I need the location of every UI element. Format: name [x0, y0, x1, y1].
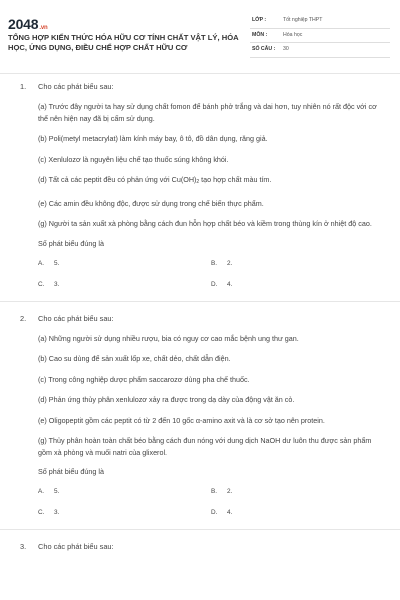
document-title: TỔNG HỢP KIẾN THỨC HÓA HỮU CƠ TÍNH CHẤT VẬT LÝ, HÓA HỌC, ỨNG DỤNG, ĐIỀU CHẾ HỢP CHẤT HỮU CƠ: [8, 33, 239, 52]
meta-label-subject: MÔN :: [252, 31, 268, 38]
statement-b: (b) Poli(metyl metacrylat) làm kính máy bay, ô tô, đồ dân dụng, răng giả.: [38, 134, 268, 143]
option-key: B.: [211, 259, 218, 267]
statement-d: [38, 174, 382, 189]
option-value: 3.: [54, 509, 60, 516]
statement-d-text: (d) Tất cả các peptit đều có phản ứng với Cu(OH): [38, 175, 197, 184]
statement-e: (e) Các amin đều không độc, được sử dụng trong chế biến thực phẩm.: [38, 198, 264, 208]
question-3: [0, 542, 400, 552]
option-key: D.: [211, 280, 218, 288]
meta-row-class: [250, 14, 390, 29]
document-meta: [250, 14, 390, 58]
statement-g: (g) Người ta sản xuất xà phòng bằng cách đun hỗn hợp chất béo và kiềm trong thùng kín ở nhiệt độ cao.: [38, 219, 372, 228]
header-divider: [0, 73, 400, 74]
meta-row-question-count: [250, 43, 390, 58]
question-prompt: Số phát biểu đúng là: [38, 238, 104, 248]
option-key: C.: [38, 280, 45, 288]
statement-a: (a) Trước đây người ta hay sử dụng chất fomon để bánh phở trắng và dai hơn, tuy nhiên nó rất độc với cơ thể nên hiện nay đã bị cấm sử dụng.: [38, 102, 377, 123]
option-key: A.: [38, 259, 45, 267]
question-1: [0, 82, 400, 289]
answer-option-c[interactable]: [38, 508, 211, 517]
answer-option-d[interactable]: [211, 280, 331, 289]
statement-d-text-end: tạo hợp chất màu tím.: [199, 175, 272, 184]
question-number: 2.: [20, 313, 27, 323]
answer-options: [38, 259, 382, 289]
meta-row-subject: [250, 29, 390, 44]
meta-label-class: LỚP :: [252, 17, 267, 23]
question-2: [0, 314, 400, 518]
question-list: [0, 82, 400, 561]
statement-c: (c) Xenlulozơ là nguyên liệu chế tạo thuốc súng không khói.: [38, 154, 229, 164]
meta-value-question-count: 30: [283, 46, 289, 52]
answer-option-d[interactable]: [211, 508, 331, 517]
question-divider: [0, 301, 400, 302]
meta-value-class: Tốt nghiệp THPT: [283, 17, 323, 23]
statement-g: (g) Thủy phân hoàn toàn chất béo bằng cách đun nóng với dung dịch NaOH dư luôn thu được sản phẩm gồm xà phòng và muối natri của glixerol.: [38, 436, 372, 457]
meta-value-subject: Hóa học: [283, 31, 303, 38]
question-intro: Cho các phát biểu sau:: [38, 542, 114, 551]
answer-option-b[interactable]: [211, 487, 331, 496]
answer-option-c[interactable]: [38, 280, 211, 289]
question-number: 1.: [20, 82, 27, 91]
question-intro: Cho các phát biểu sau:: [38, 313, 114, 323]
statement-d: (d) Phản ứng thủy phân xenlulozơ xảy ra được trong dạ dày của động vật ăn cỏ.: [38, 395, 295, 404]
logo-suffix: .vn: [39, 25, 48, 31]
option-value: 3.: [54, 280, 60, 288]
document-header: [0, 0, 400, 76]
option-value: 5.: [54, 259, 60, 267]
logo-text: 2048: [8, 16, 39, 32]
option-key: A.: [38, 488, 45, 495]
answer-option-b[interactable]: [211, 259, 331, 268]
option-value: 5.: [54, 488, 60, 495]
meta-label-question-count: SỐ CÂU :: [252, 46, 276, 52]
option-key: C.: [38, 509, 45, 516]
statement-c: (c) Trong công nghiệp dược phẩm saccarozơ dùng pha chế thuốc.: [38, 374, 250, 384]
question-intro: Cho các phát biểu sau:: [38, 82, 114, 91]
option-value: 2.: [227, 259, 233, 267]
statement-a: (a) Những người sử dụng nhiều rượu, bia có nguy cơ cao mắc bệnh ung thư gan.: [38, 333, 299, 343]
option-value: 4.: [227, 509, 233, 516]
option-value: 4.: [227, 280, 233, 288]
option-value: 2.: [227, 488, 233, 495]
statement-e: (e) Oligopeptit gồm các peptit có từ 2 đến 10 gốc α-amino axit và là cơ sở tạo nên protein.: [38, 415, 325, 425]
option-key: D.: [211, 509, 218, 516]
answer-options: [38, 487, 382, 517]
option-key: B.: [211, 488, 218, 495]
question-number: 3.: [20, 542, 27, 551]
answer-option-a[interactable]: [38, 487, 211, 496]
site-logo[interactable]: [8, 16, 47, 32]
answer-option-a[interactable]: [38, 259, 211, 268]
question-prompt: Số phát biểu đúng là: [38, 467, 104, 476]
statement-b: (b) Cao su dùng để sản xuất lốp xe, chất dẻo, chất dẫn điện.: [38, 354, 231, 363]
statement-d-subscript: 2: [196, 179, 200, 185]
question-divider: [0, 529, 400, 530]
